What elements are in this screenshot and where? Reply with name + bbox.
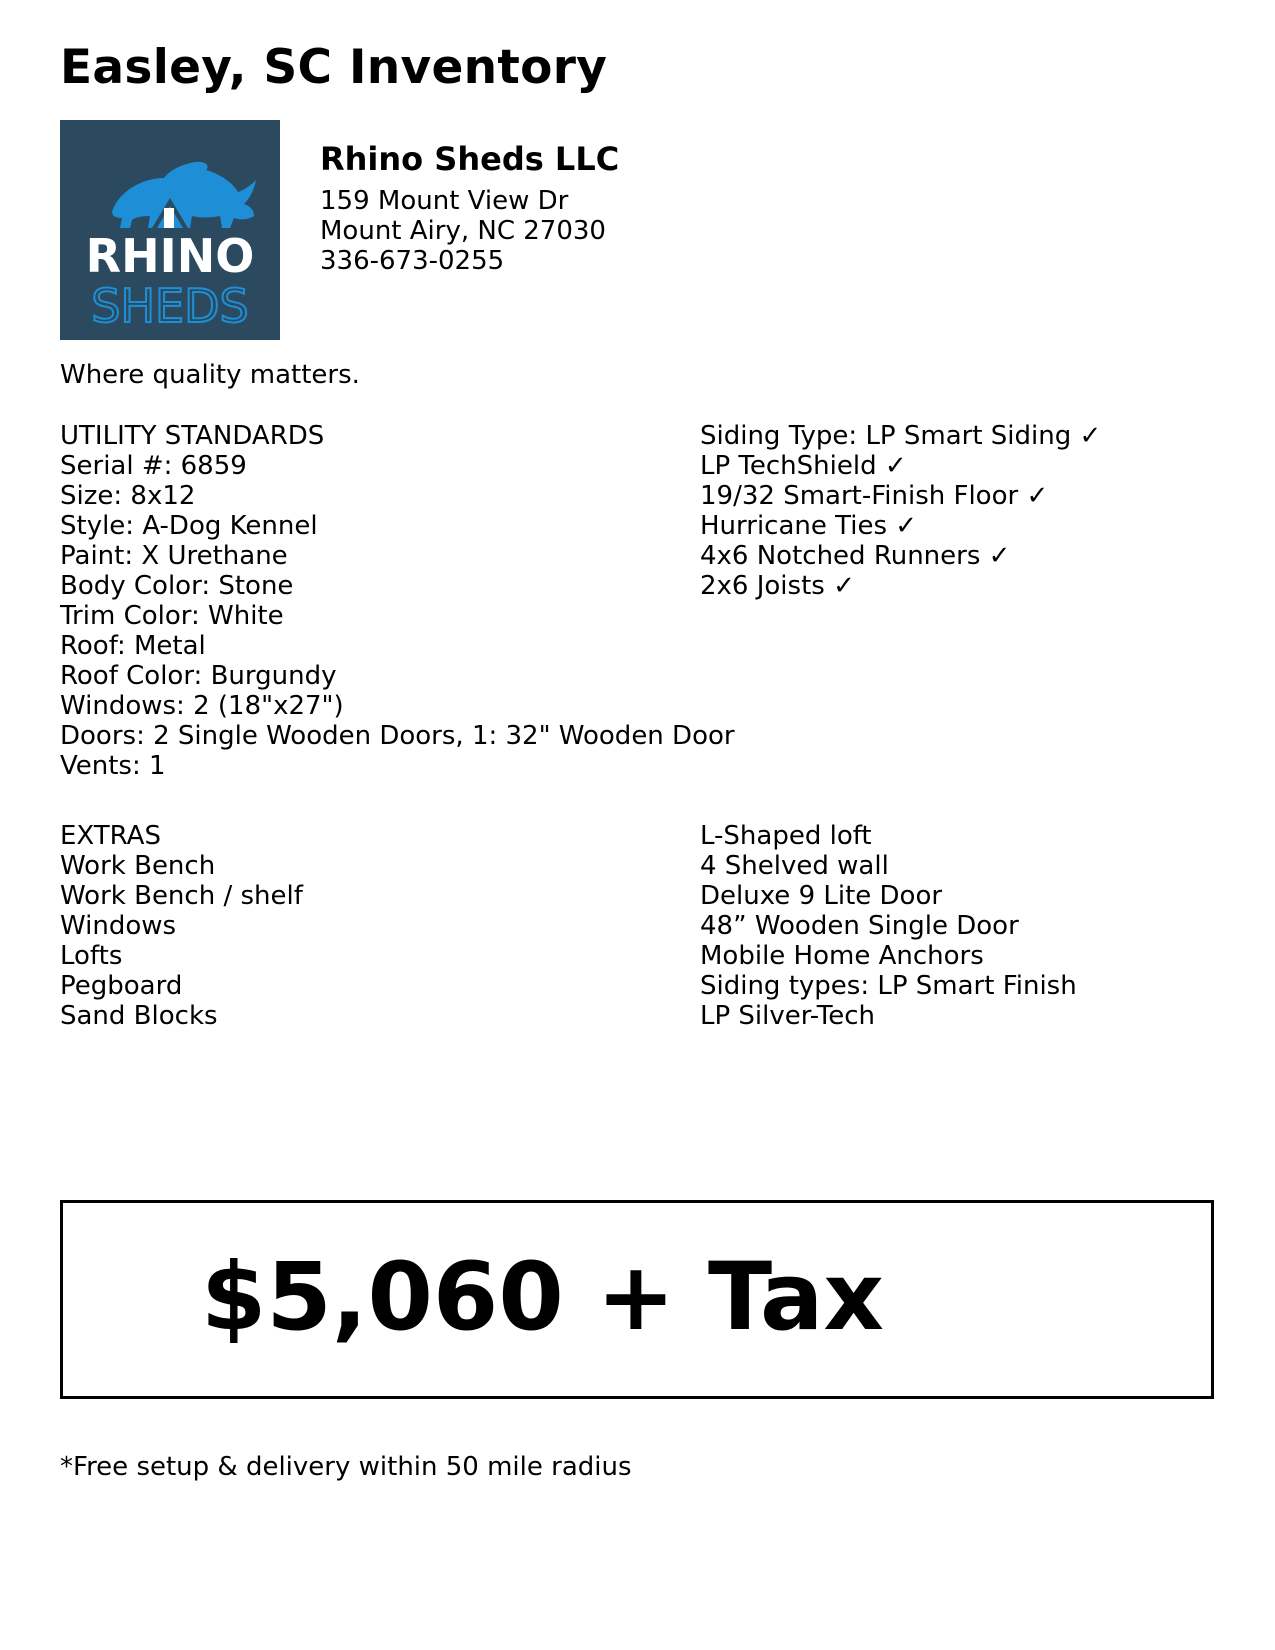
extra-item: Pegboard	[60, 971, 183, 1001]
standard-feature-item: 19/32 Smart-Finish Floor ✓	[700, 481, 1049, 511]
extra-item: L-Shaped loft	[700, 821, 872, 851]
standard-feature-item: 4x6 Notched Runners ✓	[700, 541, 1011, 571]
standard-feature-item: Siding Type: LP Smart Siding ✓	[700, 421, 1102, 451]
standard-feature-item: Hurricane Ties ✓	[700, 511, 918, 541]
spec-vents: Vents: 1	[60, 751, 166, 781]
standards-left-list	[60, 421, 735, 781]
extra-item: Mobile Home Anchors	[700, 941, 984, 971]
extras-right-list	[700, 821, 1077, 1031]
spec-roof-color: Roof Color: Burgundy	[60, 661, 337, 691]
section-heading-extras: EXTRAS	[60, 821, 161, 851]
extra-item: 4 Shelved wall	[700, 851, 889, 881]
extra-item: Work Bench / shelf	[60, 881, 303, 911]
logo-text-sheds: SHEDS	[91, 279, 249, 333]
extra-item: Deluxe 9 Lite Door	[700, 881, 943, 911]
extra-item: 48” Wooden Single Door	[700, 911, 1019, 941]
company-logo	[60, 120, 280, 340]
company-info	[320, 138, 619, 276]
logo-text-rhino: RHINO	[85, 229, 255, 283]
extra-item: Windows	[60, 911, 177, 941]
extra-item: Work Bench	[60, 851, 216, 881]
tagline: Where quality matters.	[60, 360, 360, 390]
standard-feature-item: LP TechShield ✓	[700, 451, 907, 481]
spec-roof: Roof: Metal	[60, 631, 206, 661]
delivery-disclaimer: *Free setup & delivery within 50 mile radius	[60, 1452, 632, 1482]
spec-size: Size: 8x12	[60, 481, 196, 511]
extras-left-list	[60, 821, 303, 1031]
rhino-icon	[60, 120, 280, 340]
company-address-line1: 159 Mount View Dr	[320, 186, 569, 216]
standards-right-list	[700, 421, 1101, 601]
company-address-line2: Mount Airy, NC 27030	[320, 216, 606, 246]
spec-doors: Doors: 2 Single Wooden Doors, 1: 32" Wooden Door	[60, 721, 735, 751]
price-box	[60, 1200, 1214, 1399]
spec-trim-color: Trim Color: White	[60, 601, 284, 631]
section-heading-standards: UTILITY STANDARDS	[60, 421, 325, 451]
standard-feature-item: 2x6 Joists ✓	[700, 571, 855, 601]
company-name: Rhino Sheds LLC	[320, 140, 620, 178]
spec-serial: Serial #: 6859	[60, 451, 247, 481]
spec-paint: Paint: X Urethane	[60, 541, 288, 571]
spec-windows: Windows: 2 (18"x27")	[60, 691, 344, 721]
extra-item: Lofts	[60, 941, 123, 971]
extra-item: Siding types: LP Smart Finish	[700, 971, 1077, 1001]
price-text: $5,060 + Tax	[201, 1243, 885, 1352]
page-title: Easley, SC Inventory	[60, 40, 608, 95]
extra-item: LP Silver-Tech	[700, 1001, 876, 1031]
spec-body-color: Body Color: Stone	[60, 571, 294, 601]
spec-style: Style: A-Dog Kennel	[60, 511, 318, 541]
company-phone: 336-673-0255	[320, 246, 505, 276]
extra-item: Sand Blocks	[60, 1001, 218, 1031]
